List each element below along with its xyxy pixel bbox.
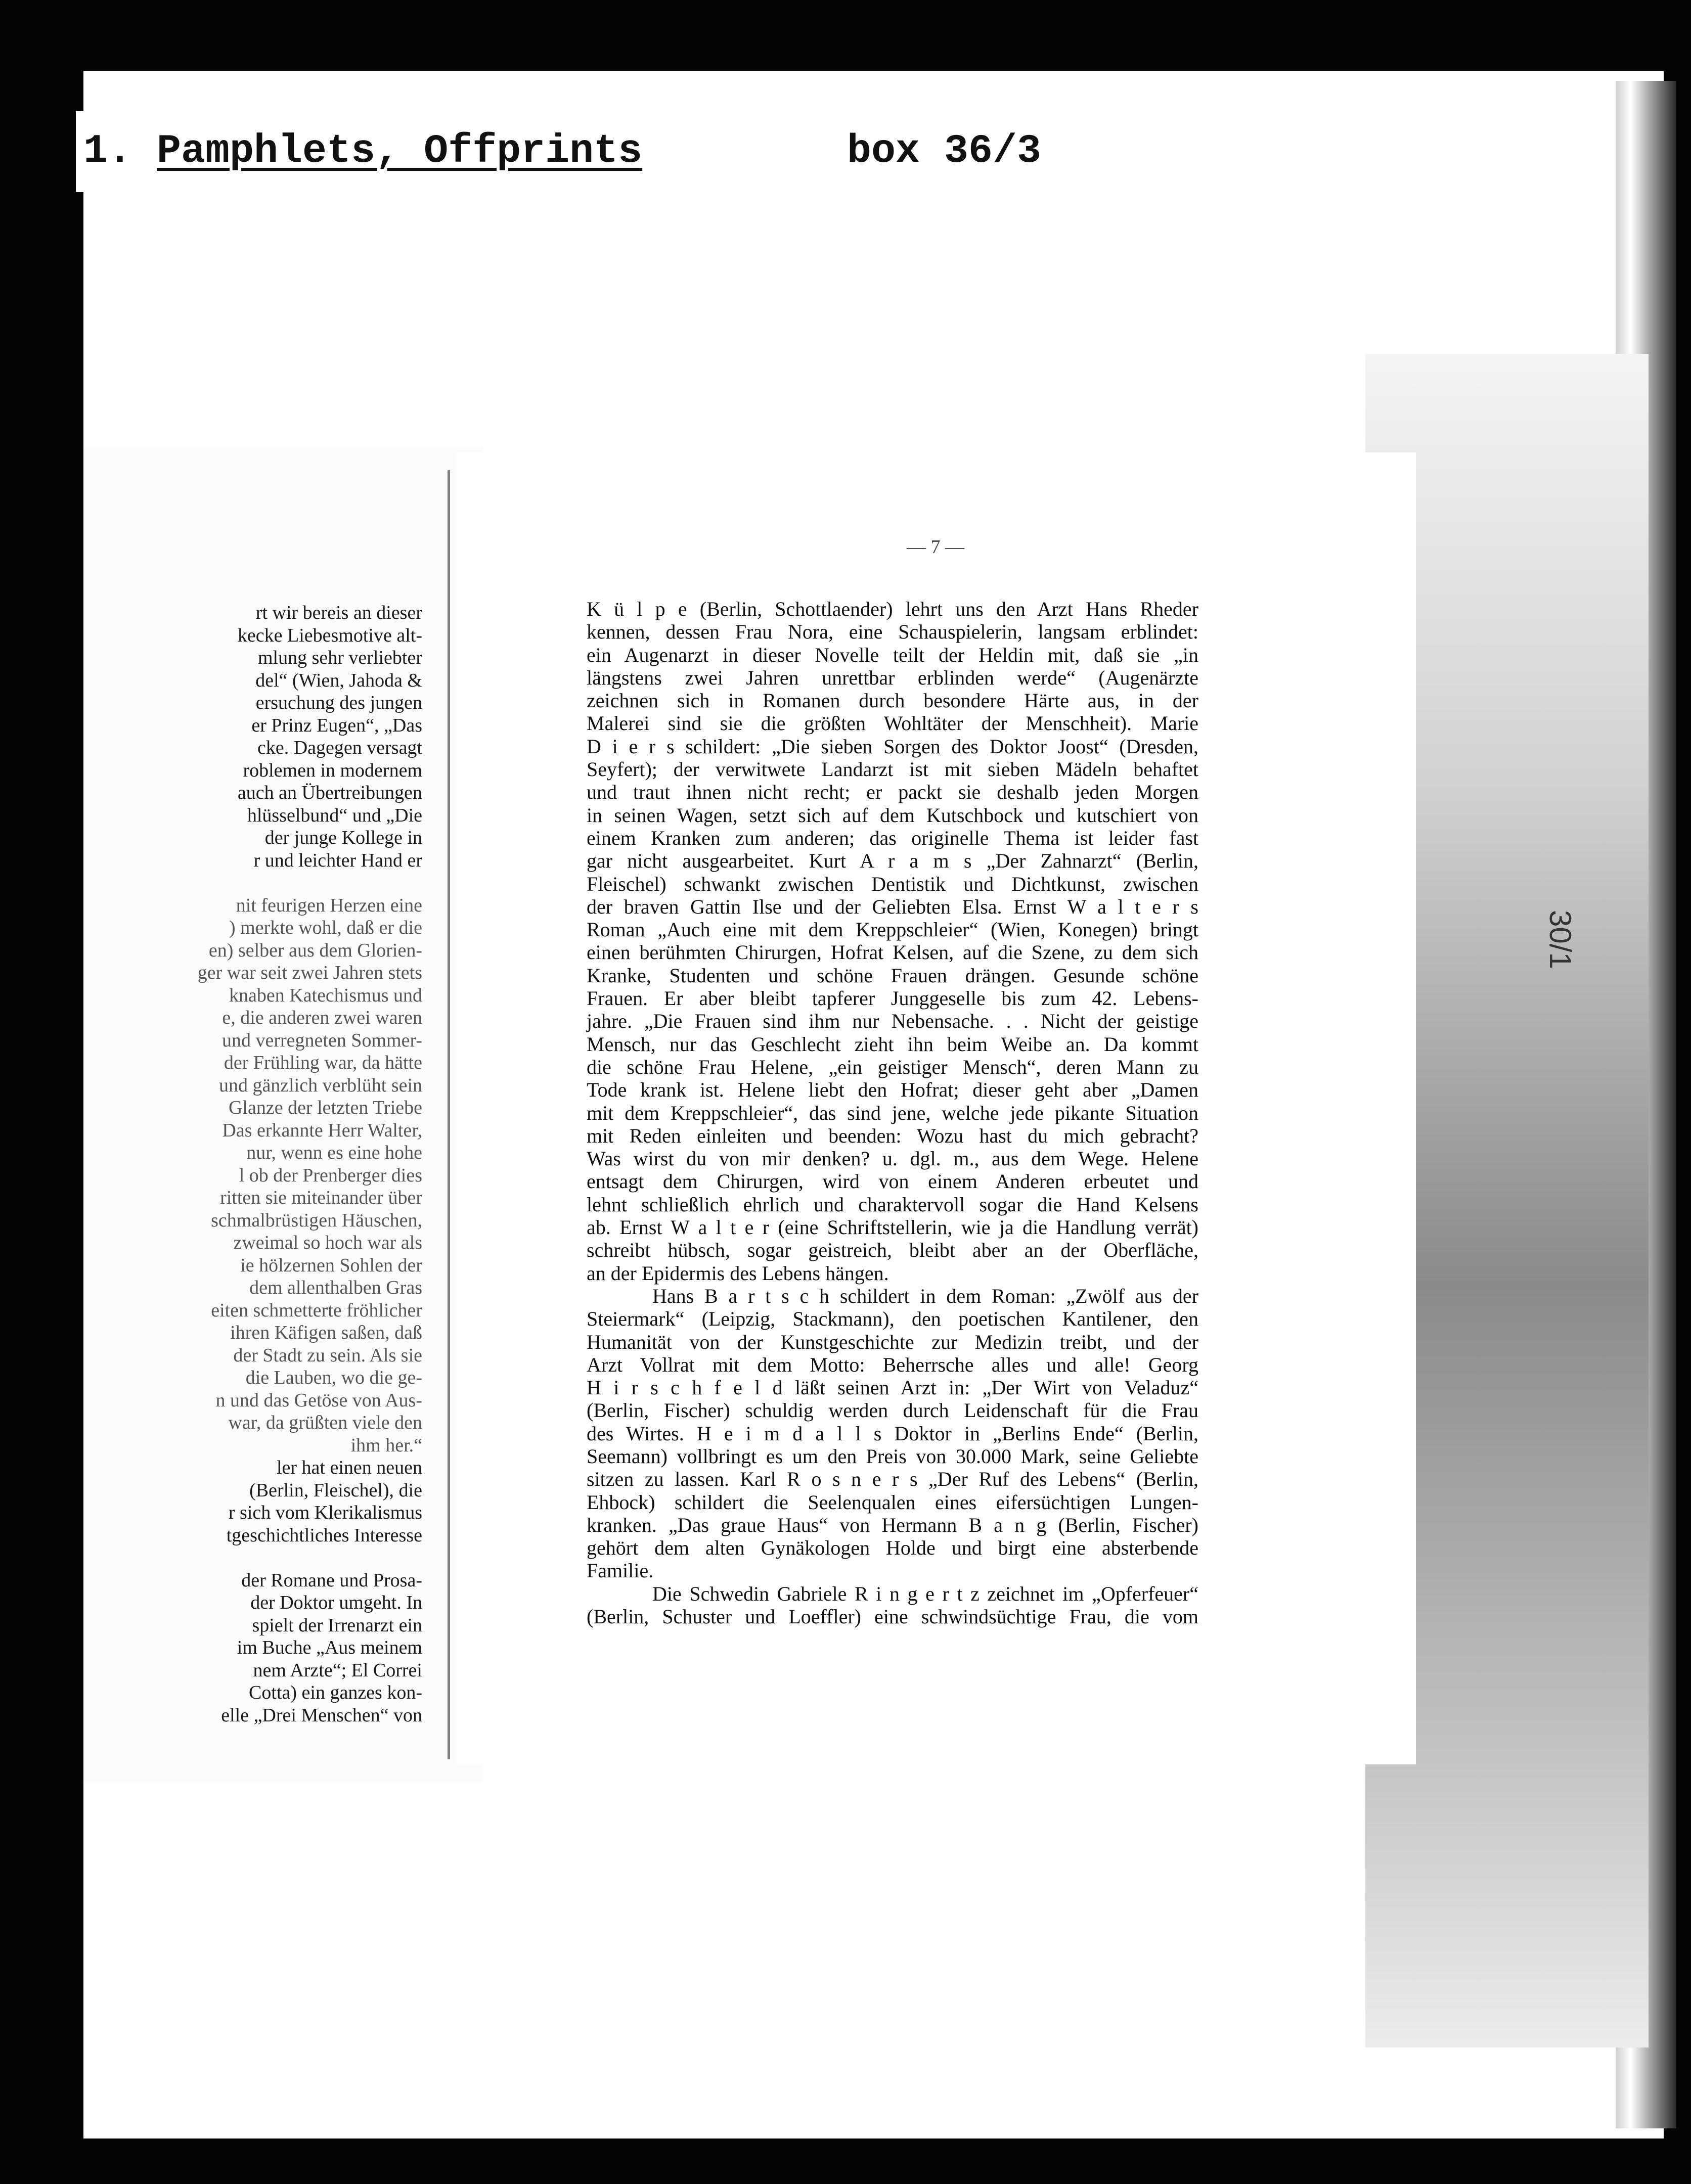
body-line: K ü l p e (Berlin, Schottlaender) lehrt uns den Arzt Hans Rheder [587, 598, 1198, 620]
body-line: die schöne Frau Helene, „ein geistiger Mensch“, deren Mann zu [587, 1055, 1198, 1078]
left-column-line: ler hat einen neuen [276, 1457, 422, 1478]
left-column-line: ritten sie miteinander über [220, 1187, 422, 1208]
left-column-line: r und leichter Hand er [253, 849, 422, 871]
body-line: gar nicht ausgearbeitet. Kurt A r a m s „Der Zahnarzt“ (Berlin, [587, 849, 1198, 873]
body-line: kranken. „Das graue Haus“ von Hermann B a n g (Berlin, Fischer) [587, 1513, 1198, 1536]
body-line: jahre. „Die Frauen sind ihm nur Nebensache. . . Nicht der geistige [587, 1010, 1198, 1033]
left-column-line [198, 872, 422, 894]
left-column-line: ) merkte wohl, daß er die [229, 917, 422, 938]
body-text [587, 598, 1198, 1628]
body-line: kennen, dessen Frau Nora, eine Schauspielerin, langsam erblindet: [587, 620, 1198, 644]
left-column-line: elle „Drei Menschen“ von [221, 1704, 422, 1726]
left-page-fragment [83, 447, 483, 1782]
body-line: zeichnen sich in Romanen durch besondere Härte aus, in der [587, 689, 1198, 712]
body-line: mit dem Kreppschleier“, das sind jene, welche jede pikante Situation [587, 1101, 1198, 1124]
body-line: H i r s c h f e l d läßt seinen Arzt in: „Der Wirt von Veladuz“ [587, 1376, 1198, 1399]
left-column-line: r sich vom Klerikalismus [228, 1502, 422, 1523]
left-column-line: auch an Übertreibungen [237, 782, 422, 803]
left-column-line: l ob der Prenberger dies [239, 1164, 422, 1186]
left-column-line: und verregneten Sommer- [222, 1029, 422, 1051]
body-line: (Berlin, Fischer) schuldig werden durch Leidenschaft für die Frau [587, 1399, 1198, 1422]
left-column-line: spielt der Irrenarzt ein [252, 1614, 422, 1636]
left-column-line: dem allenthalben Gras [249, 1277, 422, 1298]
body-line: ein Augenarzt in dieser Novelle teilt der Heldin mit, daß sie „in [587, 643, 1198, 666]
left-column-line: ie hölzernen Sohlen der [240, 1254, 422, 1276]
left-column-line: ger war seit zwei Jahren stets [197, 962, 422, 983]
left-column-line: die Lauben, wo die ge- [245, 1367, 422, 1388]
body-line: Familie. [587, 1559, 654, 1582]
body-line: ab. Ernst W a l t e r (eine Schriftstellerin, wie ja die Handlung verrät) [587, 1216, 1198, 1239]
left-column-line: e, die anderen zwei waren [222, 1007, 422, 1028]
left-column-line: tgeschichtliches Interesse [226, 1524, 422, 1546]
body-line: Tode krank ist. Helene liebt den Hofrat; dieser geht aber „Damen [587, 1078, 1198, 1102]
body-line: Mensch, nur das Geschlecht zieht ihn beim Weibe an. Da kommt [587, 1032, 1198, 1056]
body-line: in seinen Wagen, setzt sich auf dem Kutschbock und kutschiert von [587, 803, 1198, 827]
body-line: Was wirst du von mir denken? u. dgl. m., aus dem Wege. Helene [587, 1147, 1198, 1170]
left-column-line: im Buche „Aus meinem [237, 1637, 422, 1658]
label-box: box 36/3 [847, 128, 1042, 174]
body-line: (Berlin, Schuster und Loeffler) eine schwindsüchtige Frau, die vom [587, 1605, 1198, 1628]
left-column-line: roblemen in modernem [243, 759, 422, 781]
body-line: und traut ihnen nicht recht; er packt sie deshalb jeden Morgen [587, 781, 1198, 804]
body-line: Ehbock) schildert die Seelenqualen eines eifersüchtigen Lungen- [587, 1490, 1198, 1514]
left-column-line: zweimal so hoch war als [233, 1232, 422, 1253]
left-column-line: der Stadt zu sein. Als sie [233, 1344, 422, 1366]
body-line: des Wirtes. H e i m d a l l s Doktor in „Berlins Ende“ (Berlin, [587, 1422, 1198, 1445]
left-column-line: war, da grüßten viele den [228, 1412, 422, 1433]
left-column-line: ihren Käfigen saßen, daß [230, 1322, 422, 1343]
left-column-line: cke. Dagegen versagt [257, 737, 422, 758]
archive-label [76, 111, 1042, 192]
left-column-line: ersuchung des jungen [255, 692, 422, 713]
page-fold-line [448, 470, 450, 1759]
body-line: schreibt hübsch, sogar geistreich, bleibt aber an der Oberfläche, [587, 1239, 1198, 1262]
body-line: der braven Gattin Ilse und der Geliebten Elsa. Ernst W a l t e r s [587, 895, 1198, 918]
left-column-line: nem Arzte“; El Correi [253, 1659, 422, 1681]
left-column-line: knaben Katechismus und [229, 984, 422, 1006]
left-column-line: nit feurigen Herzen eine [236, 894, 422, 916]
body-line: sitzen zu lassen. Karl R o s n e r s „Der Ruf des Lebens“ (Berlin, [587, 1468, 1198, 1491]
body-line: Roman „Auch eine mit dem Kreppschleier“ (Wien, Konegen) bringt [587, 918, 1198, 941]
left-column-text [198, 602, 422, 1726]
document-page [455, 452, 1416, 1764]
left-column-line: und gänzlich verblüht sein [218, 1074, 422, 1096]
body-line: Hans B a r t s c h schildert in dem Roman: „Zwölf aus der [652, 1284, 1198, 1307]
label-number: 1. [83, 128, 132, 174]
left-column-line [198, 1546, 422, 1569]
left-column-line: der Frühling war, da hätte [224, 1052, 422, 1073]
body-line: Humanität von der Kunstgeschichte zur Medizin treibt, und der [587, 1330, 1198, 1353]
left-column-line: del“ (Wien, Jahoda & [255, 669, 422, 691]
left-column-line: Das erkannte Herr Walter, [222, 1119, 422, 1141]
body-line: D i e r s schildert: „Die sieben Sorgen des Doktor Joost“ (Dresden, [587, 735, 1198, 758]
body-line: Seemann) vollbringt es um den Preis von 30.000 Mark, seine Geliebte [587, 1444, 1198, 1468]
left-column-line: en) selber aus dem Glorien- [208, 939, 422, 961]
body-line: einem Kranken zum anderen; das originelle Thema ist leider fast [587, 826, 1198, 849]
left-column-line: ihm her.“ [350, 1434, 422, 1456]
body-line: Fleischel) schwankt zwischen Dentistik und Dichtkunst, zwischen [587, 872, 1198, 895]
left-column-line: der junge Kollege in [264, 827, 422, 848]
body-line: Seyfert); der verwitwete Landarzt ist mit sieben Mädeln behaftet [587, 758, 1198, 781]
body-line: Kranke, Studenten und schöne Frauen drängen. Gesunde schöne [587, 964, 1198, 987]
left-column-line: eiten schmetterte fröhlicher [211, 1299, 422, 1321]
body-line: gehört dem alten Gynäkologen Holde und birgt eine absterbende [587, 1536, 1198, 1560]
left-column-line: Glanze der letzten Triebe [228, 1097, 422, 1118]
body-line: lehnt schließlich ehrlich und charaktervoll sogar die Hand Kelsens [587, 1193, 1198, 1216]
left-column-line: Cotta) ein ganzes kon- [249, 1682, 422, 1703]
left-column-line: n und das Getöse von Aus- [215, 1389, 422, 1411]
body-line: Arzt Vollrat mit dem Motto: Beherrsche alles und alle! Georg [587, 1353, 1198, 1376]
left-column-line: rt wir bereis an dieser [255, 602, 422, 623]
left-column-line: kecke Liebesmotive alt- [237, 624, 422, 646]
left-column-line: schmalbrüstigen Häuschen, [211, 1209, 422, 1231]
body-line: einen berühmten Chirurgen, Hofrat Kelsen, auf die Szene, zu dem sich [587, 941, 1198, 964]
left-column-line: (Berlin, Fleischel), die [249, 1479, 422, 1501]
page-number: — 7 — [907, 536, 964, 558]
left-column-line: nur, wenn es eine hohe [246, 1142, 422, 1163]
left-column-line: der Romane und Prosa- [241, 1569, 422, 1591]
body-line: mit Reden einleiten und beenden: Wozu hast du mich gebracht? [587, 1124, 1198, 1147]
body-line: Frauen. Er aber bleibt tapferer Junggeselle bis zum 42. Lebens- [587, 987, 1198, 1010]
left-column-line: hlüsselbund“ und „Die [247, 804, 422, 826]
left-column-line: mlung sehr verliebter [257, 647, 422, 668]
body-line: Malerei sind sie die größten Wohltäter der Menschheit). Marie [587, 712, 1198, 735]
left-column-line: der Doktor umgeht. In [250, 1592, 422, 1613]
left-column-line: er Prinz Eugen“, „Das [251, 714, 422, 736]
body-line: Steiermark“ (Leipzig, Stackmann), den poetischen Kantilener, den [587, 1307, 1198, 1331]
body-line: entsagt dem Chirurgen, wird von einem Anderen erbeutet und [587, 1170, 1198, 1193]
body-line: längstens zwei Jahren unrettbar erblinden werde“ (Augenärzte [587, 666, 1198, 689]
label-title: Pamphlets, Offprints [157, 128, 643, 174]
body-line: an der Epidermis des Lebens hängen. [587, 1261, 889, 1285]
margin-note: 30/1 [1543, 910, 1577, 969]
body-line: Die Schwedin Gabriele R i n g e r t z zeichnet im „Opferfeuer“ [652, 1582, 1198, 1605]
